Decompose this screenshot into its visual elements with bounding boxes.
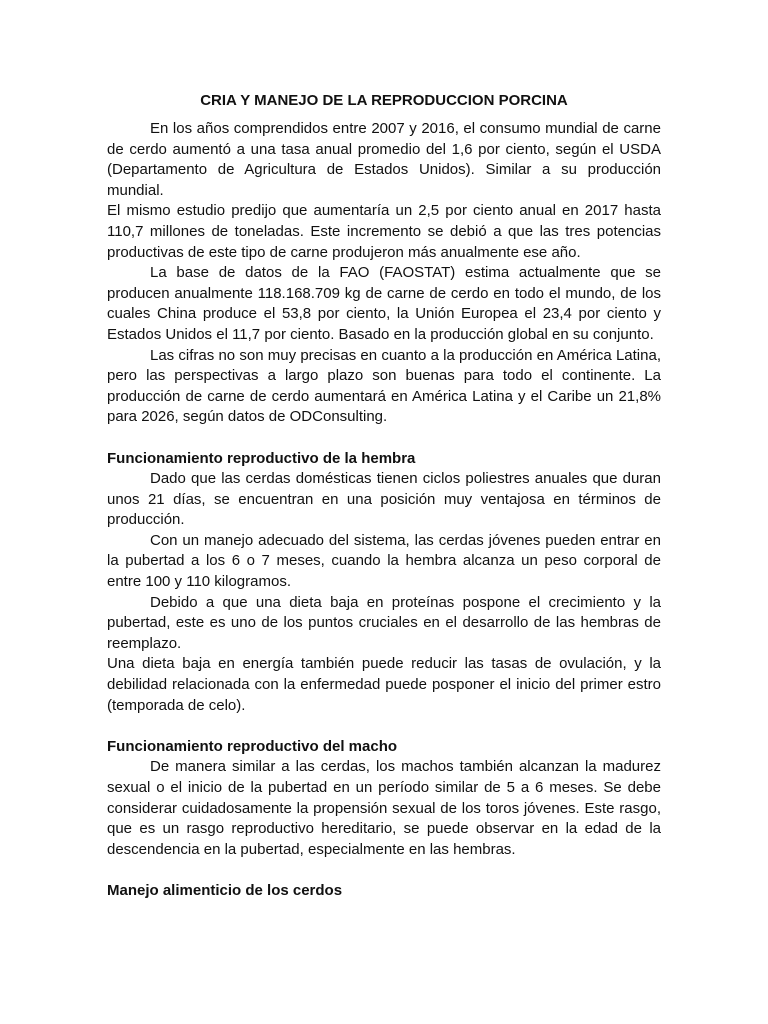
female-paragraph-4: Una dieta baja en energía también puede reducir las tasas de ovulación, y la debilidad relacionada con la enfermedad puede posponer el inicio del primer estro (temporada de celo). (107, 655, 661, 714)
section-spacer (107, 860, 661, 881)
intro-paragraph-4: Las cifras no son muy precisas en cuanto a la producción en América Latina, pero las perspectivas a largo plazo son buenas para todo el continente. La producción de carne de cerdo aumentará en América Latina y el Caribe un 21,8% para 2026, según datos de ODConsulting. (107, 346, 661, 426)
section-spacer (107, 428, 661, 449)
document-title: CRIA Y MANEJO DE LA REPRODUCCION PORCINA (200, 92, 568, 109)
document-page (107, 91, 661, 902)
intro-paragraph-2: El mismo estudio predijo que aumentaría un 2,5 por ciento anual en 2017 hasta 110,7 millones de toneladas. Este incremento se debió a que las tres potencias productivas de este tipo de carne produjeron más anualmente ese año. (107, 202, 661, 261)
male-paragraph-1: De manera similar a las cerdas, los machos también alcanzan la madurez sexual o el inicio de la pubertad en un período similar de 5 a 6 meses. Se debe considerar cuidadosamente la propensión sexual de los toros jóvenes. Este rasgo, que es un rasgo reproductivo hereditario, se puede observar en la edad de la descendencia en la pubertad, especialmente en las hembras. (107, 758, 661, 858)
section-heading-feeding: Manejo alimenticio de los cerdos (107, 881, 343, 899)
section-heading-female: Funcionamiento reproductivo de la hembra (107, 449, 416, 467)
intro-paragraph-3: La base de datos de la FAO (FAOSTAT) estima actualmente que se producen anualmente 118.168.709 kg de carne de cerdo en todo el mundo, de los cuales China produce el 53,8 por ciento, la Unión Europea el 23,4 por ciento y Estados Unidos el 11,7 por ciento. Basado en la producción global en su conjunto. (107, 264, 661, 343)
female-paragraph-2: Con un manejo adecuado del sistema, las cerdas jóvenes pueden entrar en la pubertad a los 6 o 7 meses, cuando la hembra alcanza un peso corporal de entre 100 y 110 kilogramos. (107, 531, 661, 591)
section-spacer (107, 716, 661, 737)
female-paragraph-3: Debido a que una dieta baja en proteínas pospone el crecimiento y la pubertad, este es uno de los puntos cruciales en el desarrollo de las hembras de reemplazo. (107, 593, 661, 652)
female-paragraph-1: Dado que las cerdas domésticas tienen ciclos poliestres anuales que duran unos 21 días, se encuentran en una posición muy ventajosa en términos de producción. (107, 470, 661, 529)
section-heading-male: Funcionamiento reproductivo del macho (107, 737, 398, 755)
intro-paragraph-1: En los años comprendidos entre 2007 y 2016, el consumo mundial de carne de cerdo aumentó a una tasa anual promedio del 1,6 por ciento, según el USDA (Departamento de Agricultura de Estados Unidos). Similar a su producción mundial. (107, 120, 661, 199)
